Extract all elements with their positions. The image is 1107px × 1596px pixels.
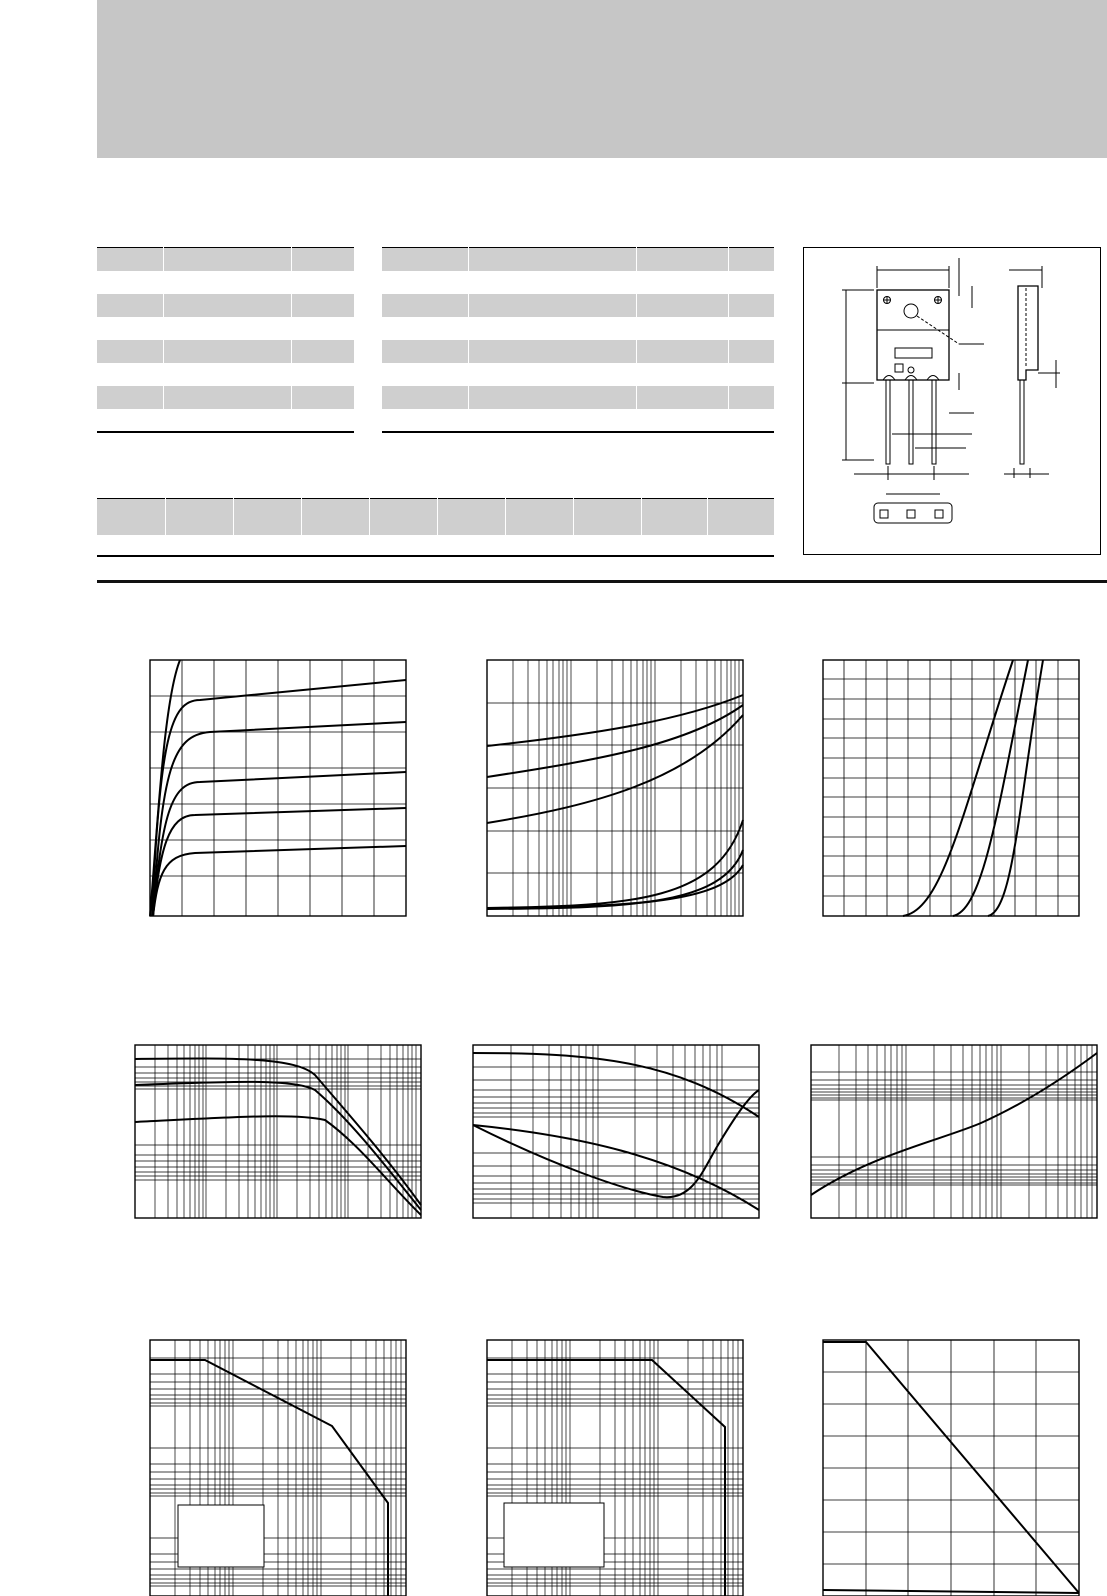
table-row [97,409,354,432]
chart-4-series-2 [135,1082,421,1210]
chart-2-grid [487,660,743,916]
table-row [97,535,774,556]
chart-7 [150,1340,406,1596]
chart-4-grid [135,1045,421,1218]
chart-7-legend-box [178,1505,264,1567]
chart-4-series-1 [135,1059,421,1205]
chart-5-series-2 [473,1125,759,1210]
chart-1-series-6 [153,846,406,916]
chart-6 [811,1045,1097,1218]
chart-5-grid [473,1045,759,1218]
chart-2-series-6 [487,850,743,909]
chart-9 [823,1340,1079,1596]
table-row [97,271,354,294]
chart-1-series-3 [153,722,406,916]
spec-table-right [382,247,774,433]
spec-table-bottom [97,498,774,557]
chart-4-series-3 [135,1116,421,1215]
table-row [382,363,774,386]
chart-3-series-3 [988,660,1043,916]
chart-2-series-3 [487,715,743,823]
package-outline-drawing [804,248,1102,556]
chart-1-series-4 [153,772,406,916]
table-row [382,248,774,271]
chart-9-grid [823,1340,1079,1596]
table-row [382,340,774,363]
package-outline-box [803,247,1101,555]
chart-3-series-1 [903,660,1013,916]
table-row [382,409,774,432]
chart-1-series-2 [152,680,406,916]
chart-3-series-2 [953,660,1028,916]
chart-8 [487,1340,743,1596]
table-row [97,363,354,386]
table-row [97,248,354,271]
chart-5 [473,1045,759,1218]
chart-5-series-3 [473,1090,759,1197]
section-divider [97,580,1107,583]
chart-4 [135,1045,421,1218]
table-row [97,294,354,317]
table-row [97,386,354,409]
table-row [382,317,774,340]
table-row [97,317,354,340]
chart-1-series-5 [153,808,406,916]
table-row [97,499,774,535]
chart-3-grid [823,660,1079,916]
table-row [97,340,354,363]
chart-5-series-1 [473,1053,759,1117]
chart-1 [150,660,406,916]
chart-8-legend-box [504,1503,604,1567]
chart-3 [823,660,1079,916]
table-row [382,386,774,409]
table-row [382,271,774,294]
chart-1-grid [150,660,406,916]
table-row [382,294,774,317]
chart-2-series-4 [487,820,743,908]
header-banner [97,0,1107,158]
chart-2 [487,660,743,916]
spec-table-left [97,247,354,433]
chart-6-grid [811,1045,1097,1218]
